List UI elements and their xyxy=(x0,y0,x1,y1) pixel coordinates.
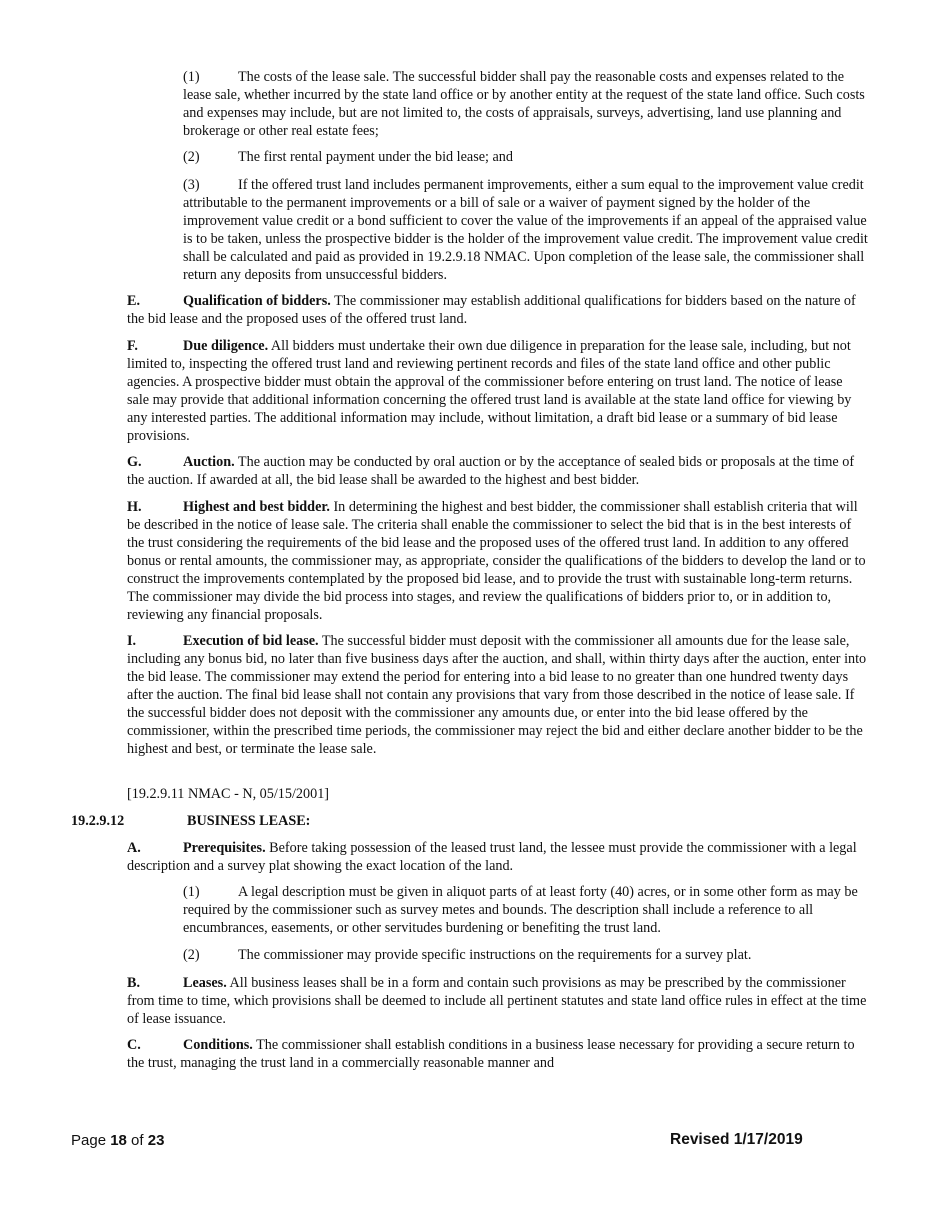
subsection-heading: Qualification of bidders. xyxy=(183,293,331,309)
subsection-heading: Conditions. xyxy=(183,1037,253,1053)
subsection-letter: A. xyxy=(127,840,141,856)
subsection-letter: I. xyxy=(127,633,137,649)
subsection-text: All bidders must undertake their own due diligence in preparation for the lease sale, including, but not limited to, inspecting the offered trust land and reviewing pertinent records and files of the state land office and other public agencies. A prospective bidder must obtain the approval of the commissioner before entering on trust land. The notice of lease sale may provide that additional information concerning the offered trust land is available at the state land office for viewing by any interested parties. The additional information may include, without limitation, a draft bid lease or a summary of bid lease provisions. xyxy=(127,338,852,444)
subsection-letter: B. xyxy=(127,975,141,991)
subsection-text: The commissioner shall establish conditions in a business lease necessary for providing a secure return to the trust, managing the trust land in a commercially reasonable manner and xyxy=(127,1037,855,1071)
paragraph-a1 xyxy=(183,883,863,937)
page-of: of xyxy=(126,1132,148,1149)
paragraph-e xyxy=(127,292,867,328)
subsection-letter: G. xyxy=(127,454,142,470)
item-number: (1) xyxy=(183,69,200,85)
section-title: BUSINESS LEASE: xyxy=(187,813,311,829)
subsection-heading: Highest and best bidder. xyxy=(183,499,330,515)
subsection-text: In determining the highest and best bidder, the commissioner shall establish criteria that will be described in the notice of lease sale. The criteria shall enable the commissioner to select the bid that is in the best interests of the trust considering the requirements of the bid lease and the proposed uses of the offered trust land. In addition to any offered bonus or rental amounts, the commissioner may, as appropriate, consider the qualifications of the bidders to develop the land or to construct the improvements contemplated by the proposed bid lease, and to provide the trust with sustainable long-term returns. The commissioner may divide the bid process into stages, and review the qualifications of bidders prior to, or in addition to, reviewing any financial proposals. xyxy=(127,499,866,623)
current-page: 18 xyxy=(110,1132,127,1149)
section-code: 19.2.9.12 xyxy=(71,813,125,829)
item-text: The costs of the lease sale. The successful bidder shall pay the reasonable costs and expenses related to the lease sale, whether incurred by the state land office or by another entity at the request of the state land office. Such costs and expenses may include, but are not limited to, the costs of appraisals, surveys, advertising, land use planning and brokerage or other real estate fees; xyxy=(183,69,865,139)
subsection-heading: Leases. xyxy=(183,975,227,991)
page-number xyxy=(71,1132,164,1150)
paragraph-f xyxy=(127,337,867,445)
revised-date: Revised 1/17/2019 xyxy=(670,1131,803,1148)
page-prefix: Page xyxy=(71,1132,111,1149)
subsection-text: The commissioner may establish additional qualifications for bidders based on the nature of the bid lease and the proposed uses of the offered trust land. xyxy=(127,293,856,327)
paragraph-i xyxy=(127,632,867,758)
paragraph-b xyxy=(127,974,867,1028)
subsection-letter: E. xyxy=(127,293,141,309)
paragraph-d3 xyxy=(183,176,873,284)
paragraph-d1 xyxy=(183,68,873,140)
subsection-text: Before taking possession of the leased trust land, the lessee must provide the commissioner with a legal description and a survey plat showing the exact location of the land. xyxy=(127,840,857,874)
subsection-letter: H. xyxy=(127,499,142,515)
paragraph-a2 xyxy=(183,946,863,964)
subsection-letter: F. xyxy=(127,338,138,354)
paragraph-g xyxy=(127,453,867,489)
item-text: The commissioner may provide specific instructions on the requirements for a survey plat. xyxy=(238,947,752,963)
subsection-heading: Due diligence. xyxy=(183,338,269,354)
paragraph-a xyxy=(127,839,867,875)
subsection-text: The auction may be conducted by oral auction or by the acceptance of sealed bids or proposals at the time of the auction. If awarded at all, the bid lease shall be awarded to the highest and best bidder. xyxy=(127,454,855,488)
paragraph-h xyxy=(127,498,867,624)
history-note: [19.2.9.11 NMAC - N, 05/15/2001] xyxy=(127,786,330,802)
subsection-heading: Prerequisites. xyxy=(183,840,266,856)
item-text: If the offered trust land includes permanent improvements, either a sum equal to the improvement value credit attributable to the permanent improvements or a bill of sale or a waiver of payment signed by the holder of the improvement value credit or a bond sufficient to cover the value of the improvements if an appeal of the appraised value is to be taken, unless the prospective bidder is the holder of the improvement value credit. The improvement value credit shall be calculated and paid as provided in 19.2.9.18 NMAC. Upon completion of the lease sale, the commissioner shall return any deposits from unsuccessful bidders. xyxy=(183,177,868,283)
subsection-text: All business leases shall be in a form and contain such provisions as may be prescribed by the commissioner from time to time, which provisions shall be deemed to include all pertinent statutes and state land office rules in effect at the time of lease issuance. xyxy=(127,975,867,1027)
section-heading xyxy=(71,812,310,830)
subsection-heading: Auction. xyxy=(183,454,235,470)
total-pages: 23 xyxy=(147,1132,165,1149)
item-text: A legal description must be given in aliquot parts of at least forty (40) acres, or in some other form as may be required by the commissioner such as survey metes and bounds. The description shall include a reference to all encumbrances, easements, or other servitudes burdening or benefiting the trust land. xyxy=(183,884,858,936)
paragraph-c xyxy=(127,1036,867,1072)
item-number: (2) xyxy=(183,149,200,165)
item-text: The first rental payment under the bid lease; and xyxy=(238,149,513,165)
item-number: (1) xyxy=(183,884,200,900)
subsection-letter: C. xyxy=(127,1037,141,1053)
paragraph-d2 xyxy=(183,148,873,166)
subsection-text: The successful bidder must deposit with the commissioner all amounts due for the lease sale, including any bonus bid, no later than five business days after the auction, and shall, within thirty days after the auction, enter into the bid lease. The commissioner may extend the period for entering into a bid lease to no greater than one hundred twenty days after the auction. The final bid lease shall not contain any provisions that vary from those described in the notice of lease sale. If the successful bidder does not deposit with the commissioner any amounts due, or enter into the bid lease offered by the commissioner, within the prescribed time periods, the commissioner may reject the bid and either declare another bidder to be the highest and best, or terminate the lease sale. xyxy=(127,633,867,757)
item-number: (3) xyxy=(183,177,200,193)
subsection-heading: Execution of bid lease. xyxy=(183,633,319,649)
item-number: (2) xyxy=(183,947,200,963)
